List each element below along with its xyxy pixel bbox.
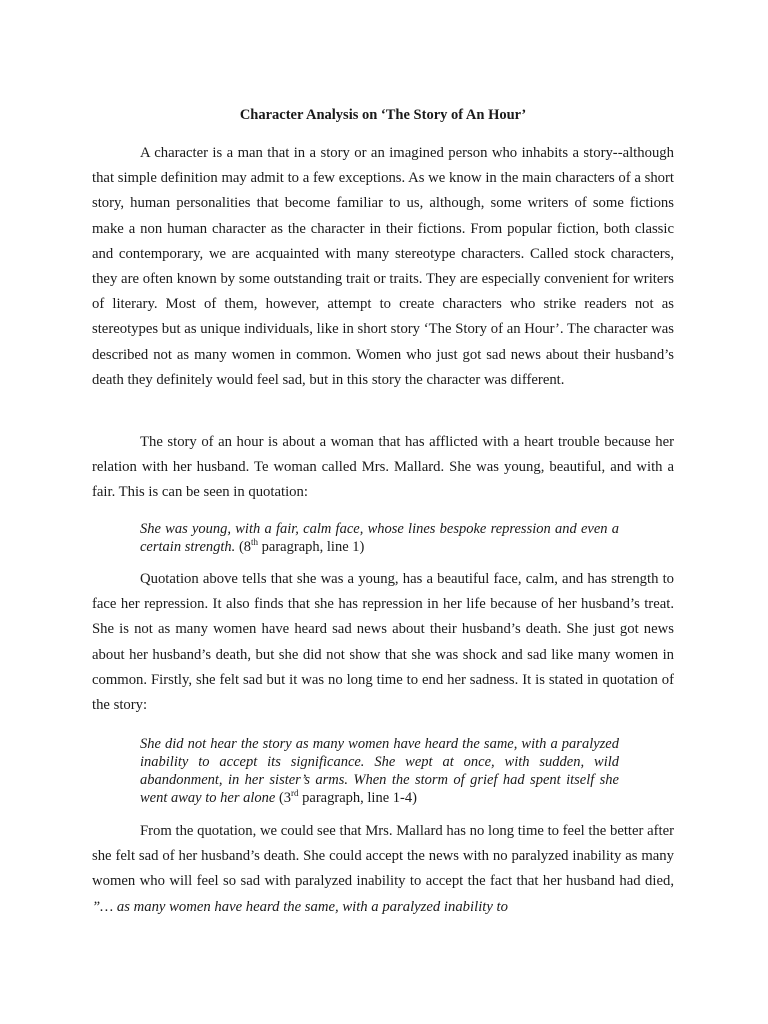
paragraph-4-inline-quote: ”… as many women have heard the same, with a paralyzed inability to: [92, 898, 508, 915]
quote-1-cite-after: paragraph, line 1): [258, 539, 365, 555]
quote-2-cite-before: (3: [278, 790, 292, 806]
quote-2-citation: [279, 790, 417, 806]
quote-2-cite-sup: rd: [291, 788, 299, 799]
quote-1-citation: [239, 539, 364, 555]
paragraph-4: [92, 819, 674, 920]
block-quote-2: [140, 735, 619, 807]
quote-2-text: She did not hear the story as many women have heard the same, with a paralyzed inability to accept its significance. She wept at once, with sudden, wild abandonment, in her sister’s arms. When the storm of grief had spent itself she went away to her alone: [140, 736, 619, 806]
quote-2-cite-after: paragraph, line 1-4): [298, 790, 417, 806]
paragraph-2: The story of an hour is about a woman that has afflicted with a heart trouble because her relation with her husband. Te woman called Mrs. Mallard. She was young, beautiful, and with a fair. This is can be seen in quotation:: [92, 434, 674, 501]
quote-1-text: She was young, with a fair, calm face, whose lines bespoke repression and even a certain strength.: [140, 521, 619, 555]
quote-1-cite-sup: th: [251, 537, 259, 548]
paragraph-1: A character is a man that in a story or an imagined person who inhabits a story--although that simple definition may admit to a few exceptions. As we know in the main characters of a short story, human personalities that become familiar to us, although, some writers of some fictions make a non human character as the character in their fictions. From popular fiction, both classic and contemporary, we are acquainted with many stereotype characters. Called stock characters, they are often known by some outstanding trait or traits. They are especially convenient for writers of literary. Most of them, however, attempt to create characters who strike readers not as stereotypes but as unique individuals, like in short story ‘The Story of an Hour’. The character was described not as many women in common. Women who just got sad news about their husband’s death they definitely would feel sad, but in this story the character was different.: [92, 145, 674, 388]
block-quote-1: [140, 520, 619, 556]
document-page: [92, 0, 674, 1024]
paragraph-4-text: From the quotation, we could see that Mrs. Mallard has no long time to feel the better after she felt sad of her husband’s death. She could accept the news with no paralyzed inability as many women who will feel so sad with paralyzed inability to accept the fact that her husband had died,: [92, 823, 674, 890]
quote-1-cite-before: (8: [238, 539, 252, 555]
paragraph-3: Quotation above tells that she was a young, has a beautiful face, calm, and has strength to face her repression. It also finds that she has repression in her life because of her husband’s treat. She is not as many women have heard sad news about their husband’s death. She just got news about her husband’s death, but she did not show that she was shock and sad like many women in common. Firstly, she felt sad but it was no long time to end her sadness. It is stated in quotation of the story:: [92, 571, 674, 714]
document-title: Character Analysis on ‘The Story of An Hour’: [239, 107, 527, 123]
